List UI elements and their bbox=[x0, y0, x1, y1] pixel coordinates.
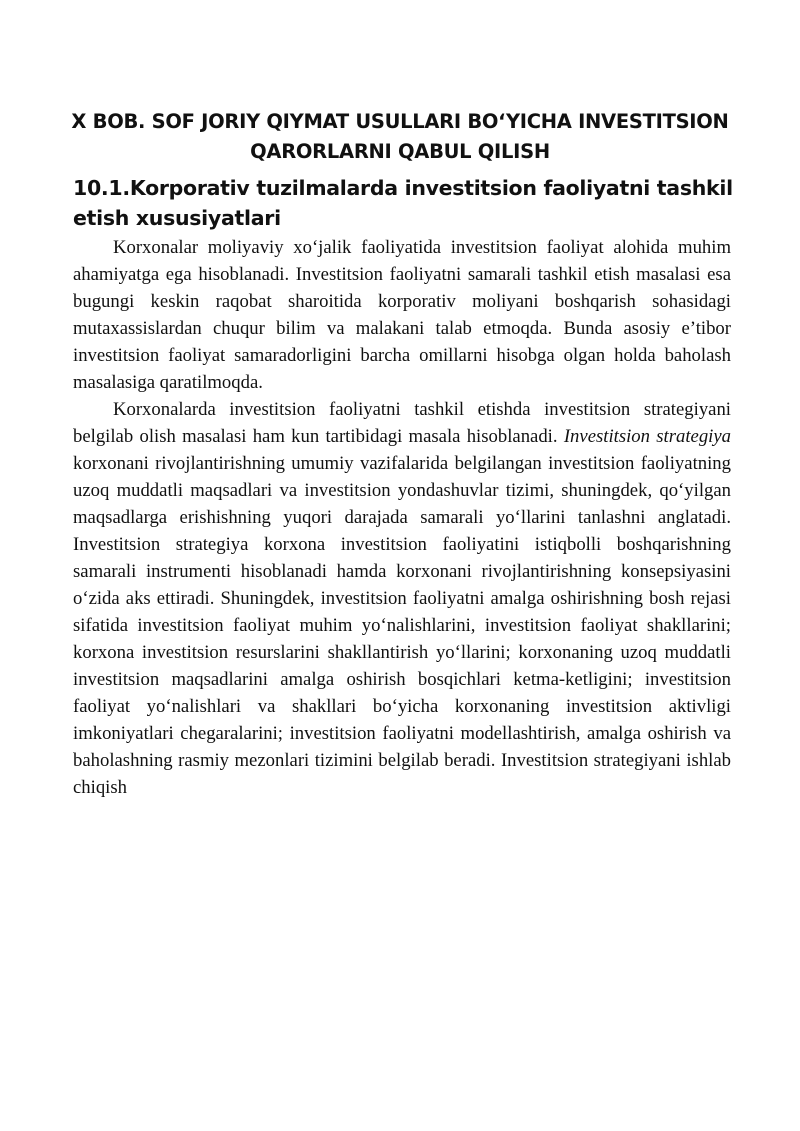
paragraph-2-intro: Korxonalarda investitsion faoliyatni tashkil etishda investitsion strategiyani belgilab olish masalasi ham kun tartibidagi masala hisoblanadi. bbox=[73, 399, 731, 447]
chapter-title bbox=[50, 107, 750, 167]
paragraph-2-rest: korxonani rivojlantirishning umumiy vazifalarida belgilangan investitsion faoliyatning uzoq muddatli maqsadlari va investitsion yondashuvlar tizimi, shuningdek, qo‘yilgan maqsadlarga erishishning yuqori darajada samarali yo‘llarini tanlashni anglatadi. Investitsion strategiya korxona investitsion faoliyatini istiqbolli boshqarishning samarali instrumenti hisoblanadi hamda korxonani rivojlantirishning konsepsiyasini o‘zida aks ettiradi. Shuningdek, investitsion faoliyatni amalga oshirishning bosh rejasi sifatida investitsion faoliyat muhim yo‘nalishlarini, investitsion faoliyat shakllarini; korxona investitsion resurslarini shakllantirish yo‘llarini; korxonaning uzoq muddatli investitsion maqsadlarini amalga oshirish bosqichlari ketma-ketligini; investitsion faoliyat yo‘nalishlari va shakllari bo‘yicha korxonaning investitsion aktivligi imkoniyatlari chegaralarini; investitsion faoliyatni modellashtirish, amalga oshirish va baholashning rasmiy mezonlari tizimini belgilab beradi. Investitsion strategiyani ishlab chiqish bbox=[73, 453, 731, 798]
paragraph-2 bbox=[73, 396, 731, 801]
section-heading: 10.1.Korporativ tuzilmalarda investitsion faoliyatni tashkil etish xususiyatlari bbox=[73, 176, 733, 230]
chapter-title-line-2: QARORLARNI QABUL QILISH bbox=[250, 140, 550, 163]
body-text bbox=[73, 234, 731, 801]
paragraph-1: Korxonalar moliyaviy xo‘jalik faoliyatida investitsion faoliyat alohida muhim ahamiyatga ega hisoblanadi. Investitsion faoliyatni samarali tashkil etish masalasi esa bugungi keskin raqobat sharoitida korporativ moliyani boshqarish sohasidagi mutaxassislardan chuqur bilim va malakani talab etmoqda. Bunda asosiy e’tibor investitsion faoliyat samaradorligini barcha omillarni hisobga olgan holda baholash masalasiga qaratilmoqda. bbox=[73, 237, 731, 393]
chapter-title-line-1: X BOB. SOF JORIY QIYMAT USULLARI BO‘YICHA INVESTITSION bbox=[71, 110, 729, 133]
paragraph-2-term: Investitsion strategiya bbox=[563, 426, 732, 447]
